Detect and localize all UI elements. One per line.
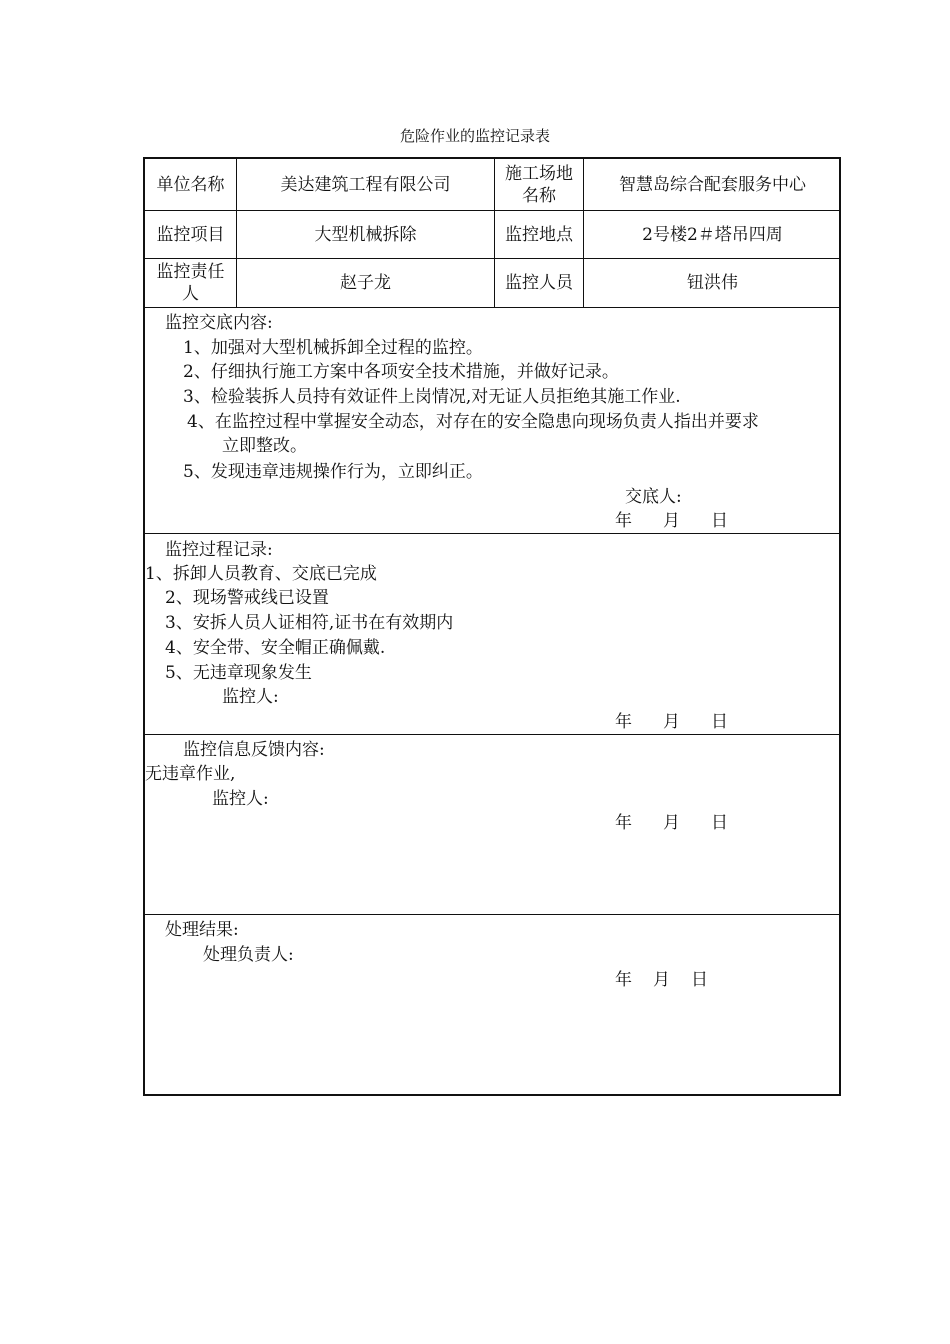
briefing-item-continued: 立即整改。	[222, 436, 307, 456]
feedback-content: 无违章作业,	[145, 764, 236, 784]
process-item: 3、安拆人员人证相符,证书在有效期内	[165, 613, 454, 633]
date-month: 月	[663, 511, 680, 531]
section-divider	[145, 914, 839, 915]
process-signer-label: 监控人:	[222, 687, 279, 707]
site-name-label: 施工场地名称	[505, 163, 573, 206]
date-year: 年	[615, 970, 632, 990]
result-heading: 处理结果:	[165, 920, 239, 940]
responsible-person-label: 监控责任人	[156, 262, 225, 304]
section-divider	[145, 533, 839, 534]
form-title: 危险作业的监控记录表	[399, 127, 550, 145]
row-divider	[145, 307, 839, 308]
date-day: 日	[711, 712, 728, 732]
briefing-item: 5、发现违章违规操作行为，立即纠正。	[183, 462, 483, 482]
date-day: 日	[691, 970, 708, 990]
unit-name-label: 单位名称	[156, 174, 225, 195]
process-item: 5、无违章现象发生	[165, 663, 312, 683]
unit-name-value: 美达建筑工程有限公司	[280, 174, 451, 195]
process-item: 1、拆卸人员教育、交底已完成	[145, 564, 377, 584]
process-item: 2、现场警戒线已设置	[165, 588, 329, 608]
date-year: 年	[615, 813, 632, 833]
feedback-heading: 监控信息反馈内容:	[183, 740, 325, 760]
responsible-person-value: 赵子龙	[340, 273, 391, 293]
monitoring-record-form	[143, 157, 841, 1096]
monitor-location-label: 监控地点	[505, 224, 573, 245]
monitor-item-label: 监控项目	[156, 224, 225, 245]
date-year: 年	[615, 511, 632, 531]
feedback-signer-label: 监控人:	[212, 789, 269, 809]
section-divider	[145, 734, 839, 735]
briefing-signer-label: 交底人:	[625, 487, 682, 507]
date-day: 日	[711, 511, 728, 531]
monitor-staff-value: 钮洪伟	[687, 273, 738, 293]
briefing-item: 3、检验装拆人员持有效证件上岗情况,对无证人员拒绝其施工作业.	[183, 387, 681, 407]
date-month: 月	[663, 813, 680, 833]
result-signer-label: 处理负责人:	[203, 945, 294, 965]
date-month: 月	[653, 970, 670, 990]
date-day: 日	[711, 813, 728, 833]
date-year: 年	[615, 712, 632, 732]
process-heading: 监控过程记录:	[165, 540, 273, 560]
process-item: 4、安全带、安全帽正确佩戴.	[165, 638, 386, 658]
briefing-item: 2、仔细执行施工方案中各项安全技术措施，并做好记录。	[183, 362, 619, 382]
site-name-value: 智慧岛综合配套服务中心	[619, 174, 806, 195]
monitor-location-value: 2号楼2＃塔吊四周	[642, 224, 783, 245]
briefing-heading: 监控交底内容:	[165, 313, 273, 333]
date-month: 月	[663, 712, 680, 732]
briefing-item: 1、加强对大型机械拆卸全过程的监控。	[183, 338, 483, 358]
monitor-item-value: 大型机械拆除	[314, 224, 417, 245]
monitor-staff-label: 监控人员	[505, 273, 573, 293]
briefing-item: 4、在监控过程中掌握安全动态，对存在的安全隐患向现场负责人指出并要求	[187, 412, 759, 432]
